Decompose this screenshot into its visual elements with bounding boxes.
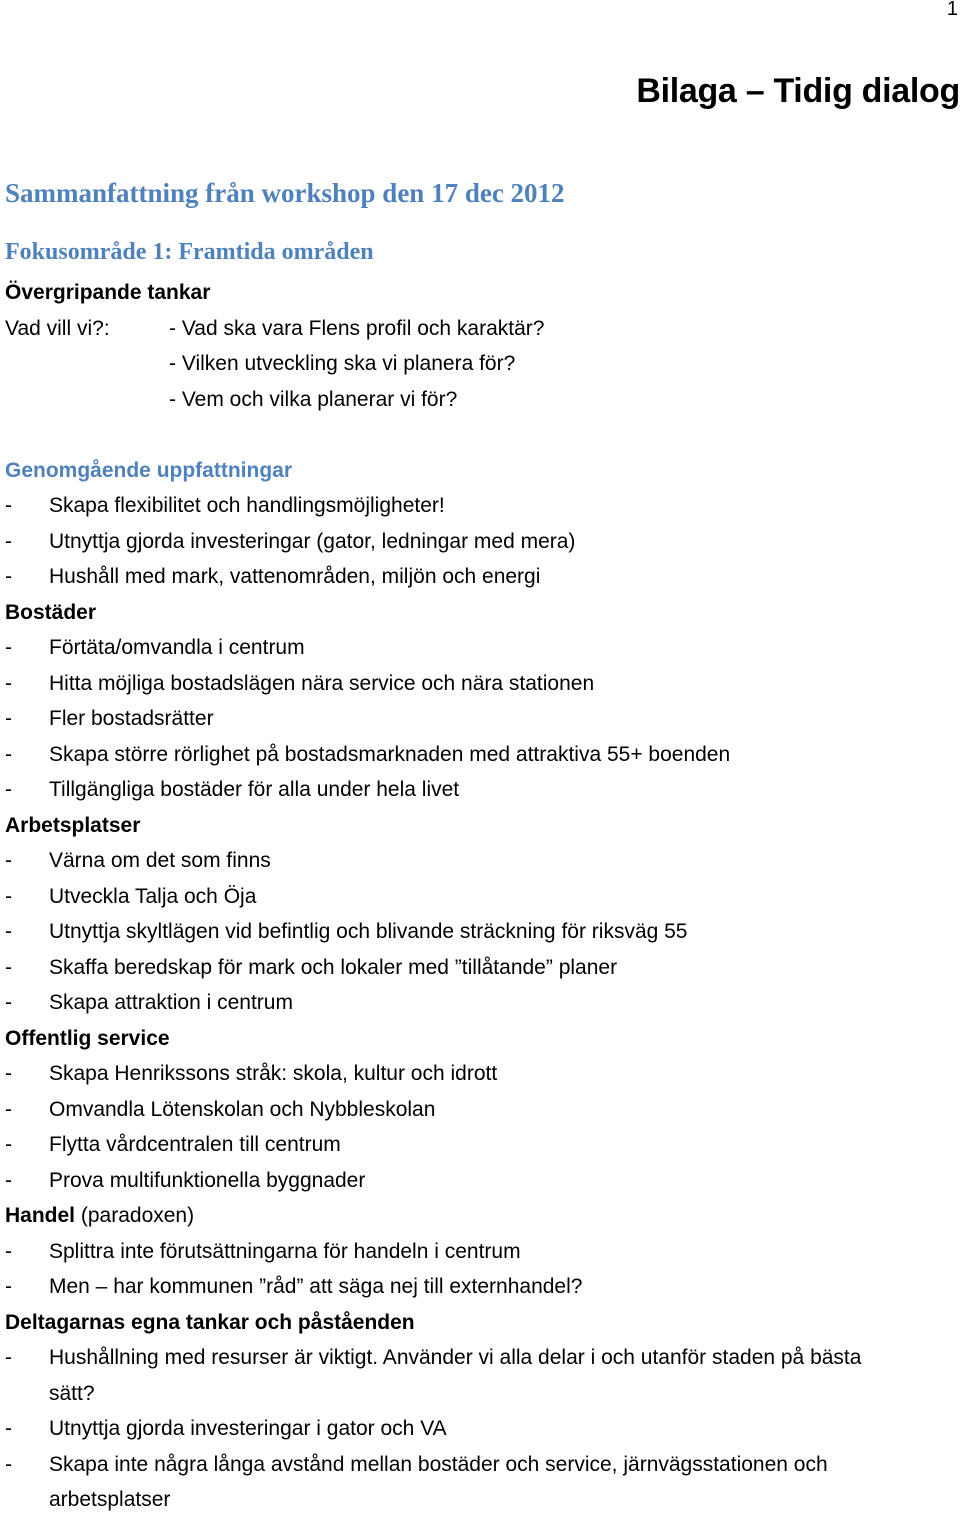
question-item: - Vilken utveckling ska vi planera för? xyxy=(169,352,516,375)
trade-heading: Handel xyxy=(5,1204,76,1227)
bullet-dash: - xyxy=(5,849,12,872)
bullet-dash: - xyxy=(5,707,12,730)
list-item-text: Skapa attraktion i centrum xyxy=(49,991,293,1014)
list-item xyxy=(5,666,955,702)
list-item-text: Utnyttja gjorda investeringar (gator, ledningar med mera) xyxy=(49,529,576,553)
list-item-text: Men – har kommunen ”råd” att säga nej till externhandel? xyxy=(49,1275,583,1298)
list-item-continuation: arbetsplatser xyxy=(49,1488,171,1511)
list-item-text: Utnyttja gjorda investeringar i gator och VA xyxy=(49,1417,447,1440)
bullet-dash: - xyxy=(5,1133,12,1156)
list-item xyxy=(5,879,955,915)
overarching-heading: Övergripande tankar xyxy=(5,281,211,304)
list-item-text: Utnyttja skyltlägen vid befintlig och blivande sträckning för riksväg 55 xyxy=(49,920,688,943)
bullet-dash: - xyxy=(5,494,12,517)
list-item xyxy=(5,985,955,1021)
question-item: - Vem och vilka planerar vi för? xyxy=(169,387,458,411)
bullet-dash: - xyxy=(5,1097,12,1121)
list-item xyxy=(5,1447,955,1483)
document-body xyxy=(5,275,955,1518)
list-item-text: Flytta vårdcentralen till centrum xyxy=(49,1133,341,1156)
list-item xyxy=(5,914,955,950)
list-item-text: Utveckla Talja och Öja xyxy=(49,884,257,908)
list-item-text: Skapa inte några långa avstånd mellan bostäder och service, järnvägsstationen och xyxy=(49,1452,828,1476)
list-item xyxy=(5,701,955,737)
list-item-text: Splittra inte förutsättningarna för handeln i centrum xyxy=(49,1239,521,1263)
list-item xyxy=(5,1163,955,1199)
trade-heading-row xyxy=(5,1198,955,1234)
bullet-dash: - xyxy=(5,1239,12,1263)
bullet-dash: - xyxy=(5,778,12,801)
participants-heading: Deltagarnas egna tankar och påståenden xyxy=(5,1310,415,1334)
list-item xyxy=(5,1269,955,1305)
bullet-dash: - xyxy=(5,1346,12,1369)
list-item-text: Fler bostadsrätter xyxy=(49,707,214,730)
bullet-dash: - xyxy=(5,920,12,943)
list-item xyxy=(5,524,955,560)
workplaces-heading: Arbetsplatser xyxy=(5,813,141,837)
bullet-dash: - xyxy=(5,1168,12,1192)
bullet-dash: - xyxy=(5,671,12,695)
wish-label: Vad vill vi?: xyxy=(5,316,110,340)
list-item-text: Skapa flexibilitet och handlingsmöjligheter! xyxy=(49,494,445,517)
list-item-text: Hushåll med mark, vattenområden, miljön och energi xyxy=(49,565,541,588)
list-item-text: Hushållning med resurser är viktigt. Använder vi alla delar i och utanför staden på bästa xyxy=(49,1346,862,1369)
bullet-dash: - xyxy=(5,1062,12,1085)
list-item-text: Skaffa beredskap för mark och lokaler med ”tillåtande” planer xyxy=(49,955,618,979)
focus-area-heading: Fokusområde 1: Framtida områden xyxy=(5,239,374,265)
spacer xyxy=(5,417,955,453)
list-item-text: Värna om det som finns xyxy=(49,849,271,872)
public-service-heading: Offentlig service xyxy=(5,1026,170,1050)
list-item-text: Förtäta/omvandla i centrum xyxy=(49,636,305,659)
housing-heading: Bostäder xyxy=(5,600,97,624)
page-number: 1 xyxy=(946,0,958,20)
bullet-dash: - xyxy=(5,1275,12,1298)
list-item xyxy=(5,950,955,986)
bullet-dash: - xyxy=(5,636,12,659)
summary-heading: Sammanfattning från workshop den 17 dec 2012 xyxy=(5,178,565,208)
bullet-dash: - xyxy=(5,742,12,766)
bullet-dash: - xyxy=(5,529,12,553)
list-item xyxy=(5,1411,955,1447)
common-views-heading: Genomgående uppfattningar xyxy=(5,458,293,482)
list-item-continuation: sätt? xyxy=(49,1381,95,1405)
trade-heading-suffix: (paradoxen) xyxy=(80,1204,195,1227)
bullet-dash: - xyxy=(5,565,12,588)
list-item xyxy=(5,488,955,524)
bullet-dash: - xyxy=(5,991,12,1014)
list-item xyxy=(5,1340,955,1376)
list-item xyxy=(5,1127,955,1163)
list-item xyxy=(5,1092,955,1128)
list-item xyxy=(5,559,955,595)
list-item xyxy=(5,772,955,808)
bullet-dash: - xyxy=(5,1452,12,1476)
question-item: - Vad ska vara Flens profil och karaktär? xyxy=(169,316,545,340)
bullet-dash: - xyxy=(5,955,12,979)
list-item xyxy=(5,737,955,773)
list-item xyxy=(5,843,955,879)
list-item-text: Skapa större rörlighet på bostadsmarknaden med attraktiva 55+ boenden xyxy=(49,742,731,766)
list-item xyxy=(5,1056,955,1092)
bullet-dash: - xyxy=(5,884,12,908)
list-item-text: Prova multifunktionella byggnader xyxy=(49,1168,366,1192)
list-item xyxy=(5,630,955,666)
list-item-text: Omvandla Lötenskolan och Nybbleskolan xyxy=(49,1097,436,1121)
list-item xyxy=(5,1234,955,1270)
list-item-text: Skapa Henrikssons stråk: skola, kultur och idrott xyxy=(49,1062,498,1085)
list-item-text: Hitta möjliga bostadslägen nära service och nära stationen xyxy=(49,671,595,695)
wish-row xyxy=(5,311,955,347)
list-item-text: Tillgängliga bostäder för alla under hela livet xyxy=(49,778,460,801)
bullet-dash: - xyxy=(5,1417,12,1440)
document-title: Bilaga – Tidig dialog xyxy=(636,72,960,110)
